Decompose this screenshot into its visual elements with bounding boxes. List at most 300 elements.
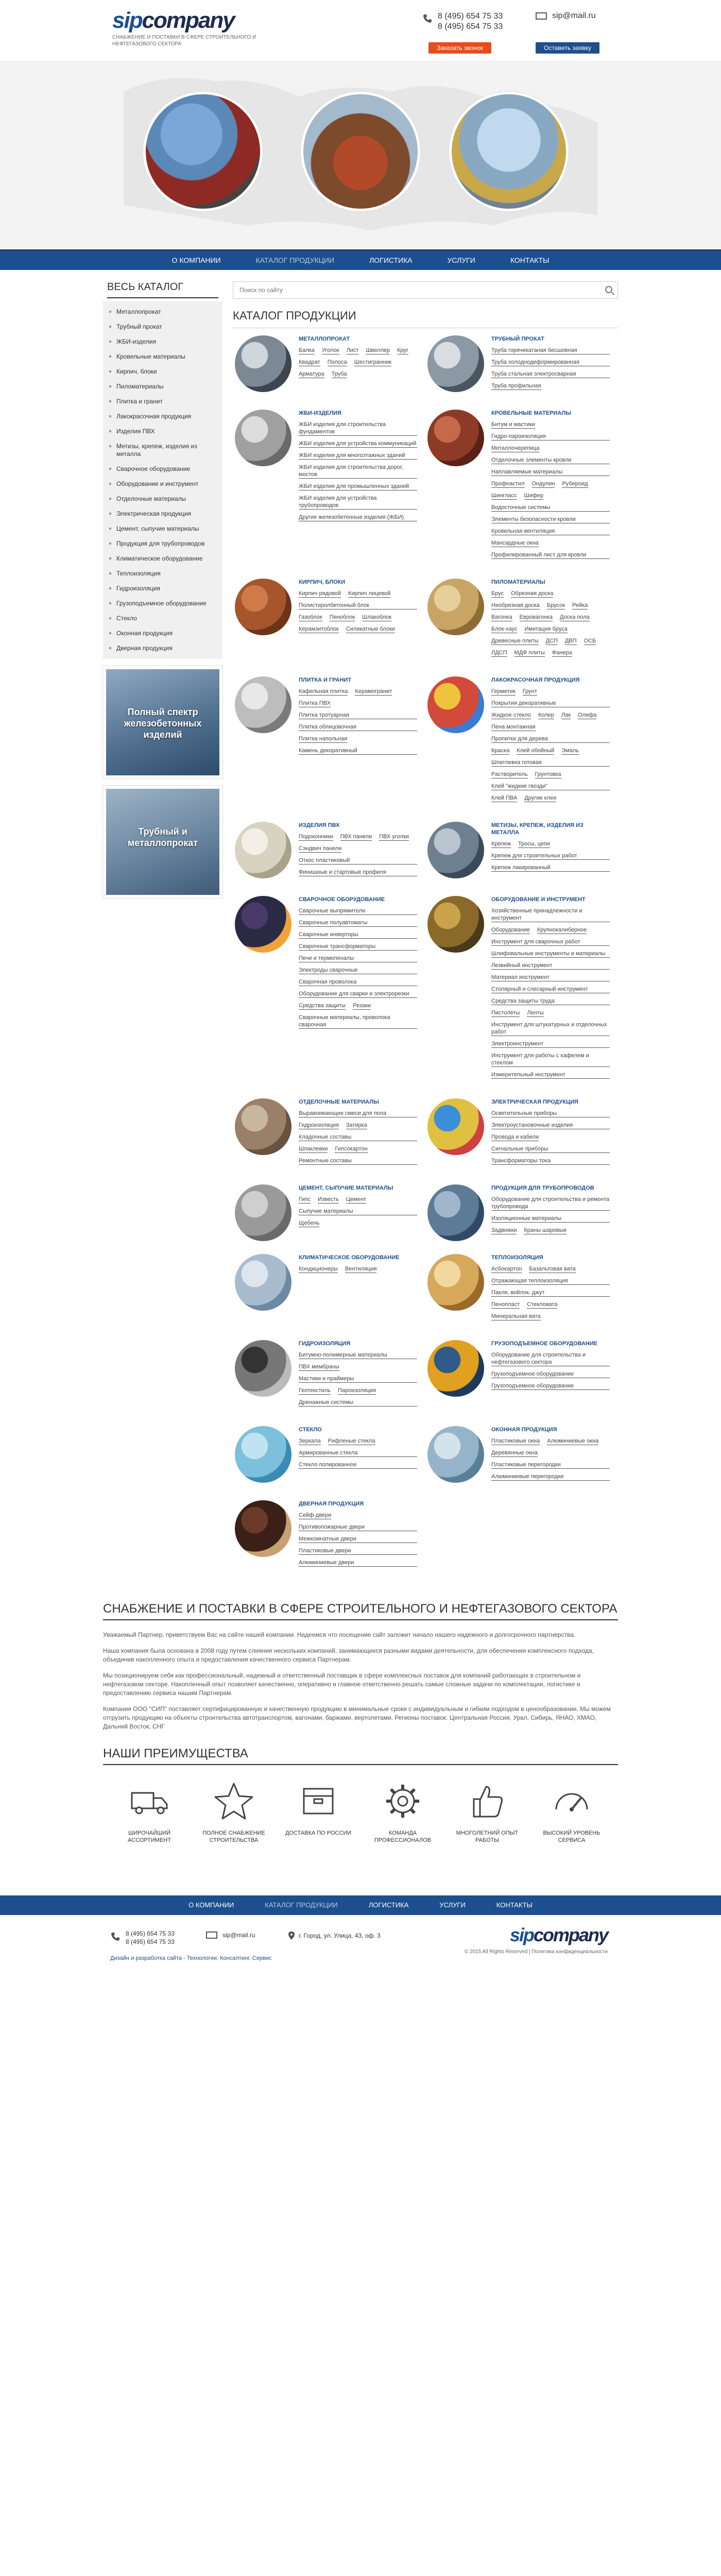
logo[interactable]	[112, 9, 267, 47]
sidebar-item[interactable]: Кирпич, блоки	[103, 364, 222, 379]
category-link[interactable]: Рейка	[572, 602, 588, 608]
category-title[interactable]: МЕТАЛЛОПРОКАТ	[299, 336, 350, 342]
sidebar-item[interactable]: Гидроизоляция	[103, 581, 222, 596]
category-image[interactable]	[235, 335, 291, 392]
search-icon[interactable]	[605, 286, 612, 293]
category-link[interactable]: Пластиковые окна	[491, 1438, 540, 1444]
logo-wordmark: sipcompany	[112, 8, 234, 33]
category-link[interactable]: Сейф-двери	[299, 1512, 332, 1518]
sidebar-item[interactable]: Продукция для трубопроводов	[103, 536, 222, 551]
sidebar-item[interactable]: Кровельные материалы	[103, 349, 222, 364]
developer-link[interactable]: Дизайн и разработка сайта - Технологии. Консалтинг. Сервис	[110, 1955, 272, 1961]
box-icon	[298, 1781, 339, 1822]
footer-logo[interactable]: sipcompany	[509, 1924, 608, 1945]
category-link[interactable]: Известь	[317, 1196, 339, 1202]
category-link[interactable]: Геотекстиль	[299, 1387, 331, 1394]
category-link[interactable]: Балка	[299, 347, 315, 353]
category-link[interactable]: Пистолеты	[491, 1010, 520, 1016]
category-link[interactable]: Сварочные инверторы	[299, 931, 417, 939]
category-link[interactable]: Наплавляемые материалы	[491, 468, 610, 476]
category-image[interactable]	[427, 896, 484, 953]
sidebar-item[interactable]: Отделочные материалы	[103, 492, 222, 506]
category-link[interactable]: Элементы безопасности кровли	[491, 516, 610, 523]
category-link[interactable]: Рубероид	[562, 481, 588, 487]
category-link[interactable]: Асбокартон	[491, 1266, 522, 1272]
category-link[interactable]: ЖБИ изделия для устройства коммуникаций	[299, 440, 417, 447]
category-link[interactable]: Камень декоративный	[299, 747, 417, 755]
sidebar-item[interactable]: Пиломатериалы	[103, 379, 222, 394]
category-link[interactable]: Гипс	[299, 1196, 311, 1202]
phone-icon	[110, 1931, 121, 1942]
category-link[interactable]: Шлифовальные инструменты и материалы	[491, 950, 610, 958]
category-links	[491, 840, 610, 876]
category-title[interactable]: ЖБИ-ИЗДЕЛИЯ	[299, 410, 341, 416]
nav-item-catalog[interactable]: КАТАЛОГ ПРОДУКЦИИ	[255, 256, 335, 264]
category-link[interactable]: Плитка тротуарная	[299, 711, 417, 719]
category-title[interactable]: КЛИМАТИЧЕСКОЕ ОБОРУДОВАНИЕ	[299, 1255, 400, 1261]
category-link[interactable]: ЖБИ изделия для многоэтажных зданий	[299, 452, 417, 460]
category-link[interactable]: Клей обойный	[517, 748, 555, 754]
category-link[interactable]: Сварочные материалы, проволока сварочная	[299, 1014, 417, 1029]
category-link[interactable]: МДФ плиты	[514, 650, 545, 656]
main-content	[103, 270, 618, 1586]
category-link[interactable]: Сварочные выпрямители	[299, 907, 417, 915]
category-link[interactable]: Мансардные окна	[491, 540, 539, 546]
nav-item-logistics[interactable]: ЛОГИСТИКА	[369, 256, 413, 264]
category-link[interactable]: Щебень	[299, 1220, 320, 1226]
category-link[interactable]: Битум и мастики	[491, 421, 536, 428]
category-link[interactable]: Вагонка	[491, 614, 512, 620]
category-link[interactable]: Инструмент для штукатурных и отделочных работ	[491, 1021, 610, 1036]
category-link[interactable]: Инструмент для работы с кафелем и стеклом	[491, 1052, 610, 1067]
sidebar-item[interactable]: Плитка и гранит	[103, 394, 222, 409]
category-image[interactable]	[427, 1340, 484, 1397]
category-title[interactable]: СТЕКЛО	[299, 1427, 322, 1433]
category-image[interactable]	[427, 676, 484, 733]
category-link[interactable]: Брусок	[546, 602, 565, 608]
advantage-item	[536, 1781, 608, 1844]
category-link[interactable]: Краска	[491, 748, 510, 754]
category-link[interactable]: Цемент	[346, 1196, 367, 1202]
category-image[interactable]	[235, 1254, 291, 1311]
category-link[interactable]: Изоляционные материалы	[491, 1215, 610, 1223]
category-link[interactable]: Сыпучие материалы	[299, 1208, 417, 1215]
sidebar-item[interactable]: Теплоизоляция	[103, 566, 222, 581]
order-call-button[interactable]: Заказать звонок	[428, 42, 491, 54]
category-link[interactable]: ЖБИ изделия для строительства фундаментов	[299, 421, 417, 436]
category-link[interactable]: Измерительный инструмент	[491, 1071, 610, 1079]
category-link[interactable]: Кладочные составы	[299, 1133, 417, 1141]
sidebar-item[interactable]: ЖБИ-изделия	[103, 334, 222, 349]
footer-phone-number[interactable]: 8 (495) 654 75 33	[126, 1938, 175, 1945]
category-links	[491, 421, 610, 563]
category-link[interactable]: Шифер	[524, 493, 544, 499]
footer-nav-item[interactable]: КОНТАКТЫ	[496, 1901, 533, 1909]
category-link[interactable]: Пропитки для дерева	[491, 735, 610, 743]
category-link[interactable]: ЖБИ изделия для устройства трубопроводов	[299, 495, 417, 510]
category-image[interactable]	[427, 335, 484, 392]
category-link[interactable]: Алюминиевые окна	[547, 1438, 599, 1444]
category-link[interactable]: Шестигранник	[354, 359, 392, 365]
category-title[interactable]: ГРУЗОПОДЪЕМНОЕ ОБОРУДОВАНИЕ	[491, 1341, 598, 1347]
category-link[interactable]: Алюминиевые двери	[299, 1559, 417, 1567]
catalog-category	[425, 1098, 618, 1169]
category-link[interactable]: Печи и термопеналы	[299, 955, 417, 962]
category-link[interactable]: Плитка облицовочная	[299, 723, 417, 731]
category-link[interactable]: Задвижки	[491, 1227, 517, 1233]
category-link[interactable]: Противопожарные двери	[299, 1523, 417, 1531]
category-link[interactable]: Растворитель	[491, 771, 528, 777]
category-title[interactable]: ПИЛОМАТЕРИАЛЫ	[491, 579, 545, 585]
category-link[interactable]: Пена монтажная	[491, 724, 536, 730]
sidebar-item[interactable]: Грузоподъемное оборудование	[103, 596, 222, 611]
catalog-grid	[233, 335, 618, 1586]
sidebar-item[interactable]: Оконная продукция	[103, 626, 222, 641]
category-link[interactable]: Грузоподъемное оборудование	[491, 1370, 610, 1378]
sidebar-item[interactable]: Дверная продукция	[103, 641, 222, 656]
category-link[interactable]: Квадрат	[299, 359, 320, 365]
category-link[interactable]: Лист	[346, 347, 359, 353]
category-title[interactable]: СВАРОЧНОЕ ОБОРУДОВАНИЕ	[299, 896, 385, 903]
category-title[interactable]: ИЗДЕЛИЯ ПВХ	[299, 822, 340, 828]
category-link[interactable]: Битумно-полимерные материалы	[299, 1351, 417, 1359]
category-image[interactable]	[235, 410, 291, 466]
category-link[interactable]: Другие железобетонные изделия (ЖБИ)	[299, 514, 417, 521]
category-link[interactable]: ЖБИ изделия для строительства дорог, мостов	[299, 464, 417, 479]
category-link[interactable]: Грунтовка	[535, 771, 561, 777]
category-link[interactable]: Пакля, войлок, джут	[491, 1289, 610, 1297]
category-link[interactable]: Столярный и слесарный инструмент	[491, 986, 610, 993]
catalog-category	[233, 1500, 425, 1571]
category-link[interactable]: Труба холоднодеформированная	[491, 359, 610, 366]
category-title[interactable]: ЛАКОКРАСОЧНАЯ ПРОДУКЦИЯ	[491, 677, 580, 683]
footer-nav-item[interactable]: ЛОГИСТИКА	[368, 1901, 409, 1909]
category-link[interactable]: Шлакоблок	[362, 614, 392, 620]
category-link[interactable]: Гидро-пароизоляция	[491, 433, 610, 440]
category-link[interactable]: Лезвийный инструмент	[491, 962, 610, 970]
category-link[interactable]: Кровельная вентиляция	[491, 528, 610, 535]
category-link[interactable]: Обрезная доска	[511, 590, 554, 597]
category-link[interactable]: Вентиляция	[345, 1266, 377, 1272]
category-link[interactable]: Сварочные трансформаторы	[299, 943, 417, 951]
category-link[interactable]: Силикатные блоки	[346, 626, 395, 632]
category-image[interactable]	[235, 1098, 291, 1155]
nav-item-contacts[interactable]: КОНТАКТЫ	[510, 256, 550, 264]
footer-phone-number[interactable]: 8 (495) 654 75 33	[126, 1930, 175, 1937]
category-link[interactable]: Крупнокалиберное	[537, 927, 587, 933]
category-link[interactable]: Затирка	[346, 1122, 367, 1128]
sidebar-item[interactable]: Сварочное оборудование	[103, 462, 222, 477]
category-link[interactable]: Базальтовая вата	[529, 1266, 576, 1272]
category-link[interactable]: Другие клеи	[524, 795, 557, 801]
category-link[interactable]: Хозяйственные принадлежности и инструмент	[491, 907, 610, 922]
header-email[interactable]	[536, 11, 596, 21]
category-link[interactable]: ЖБИ изделия для промышленных зданий	[299, 483, 417, 490]
category-image[interactable]	[427, 579, 484, 635]
advantages-section	[103, 1747, 618, 1844]
category-link[interactable]: Алюминиевые перегородки	[491, 1473, 610, 1481]
sidebar-item[interactable]: Лакокрасочная продукция	[103, 409, 222, 424]
category-link[interactable]: Сигнальные приборы	[491, 1145, 610, 1153]
category-link[interactable]: Клей ПВА	[491, 795, 518, 801]
leave-request-button[interactable]: Оставить заявку	[536, 42, 599, 54]
category-link[interactable]: Сварочные полуавтоматы	[299, 919, 417, 927]
category-link[interactable]: Электроинструмент	[491, 1040, 610, 1048]
category-link[interactable]: Подоконники	[299, 834, 333, 840]
category-links	[491, 1110, 610, 1169]
footer-address	[288, 1931, 381, 1940]
footer-email[interactable]	[206, 1931, 255, 1939]
category-link[interactable]: Полистиролбетонный блок	[299, 602, 417, 609]
category-title[interactable]: ТРУБНЫЙ ПРОКАТ	[491, 336, 544, 342]
category-image[interactable]	[427, 1098, 484, 1155]
sidebar-item[interactable]: Стекло	[103, 611, 222, 626]
promo-banner-concrete[interactable]	[103, 666, 222, 778]
catalog-category	[425, 1254, 618, 1325]
category-link[interactable]: Электроды сварочные	[299, 967, 417, 974]
category-link[interactable]: Шпатлевка готовая	[491, 759, 610, 767]
category-link[interactable]: Круг	[397, 347, 409, 353]
category-title[interactable]: ТЕПЛОИЗОЛЯЦИЯ	[491, 1255, 543, 1261]
category-link[interactable]: Провода и кабели	[491, 1134, 539, 1140]
category-link[interactable]: Деревянные окна	[491, 1450, 538, 1456]
category-link[interactable]: Отражающая теплоизоляция	[491, 1277, 610, 1285]
phone-number[interactable]: 8 (495) 654 75 33	[438, 22, 503, 31]
category-link[interactable]: Евровагонка	[519, 614, 553, 620]
footer-nav-item[interactable]: УСЛУГИ	[439, 1901, 466, 1909]
category-title[interactable]: МЕТИЗЫ, КРЕПЕЖ, ИЗДЕЛИЯ ИЗ МЕТАЛЛА	[491, 822, 583, 836]
category-links	[299, 1196, 417, 1231]
category-link[interactable]: Профилированный лист для кровли	[491, 551, 610, 559]
category-link[interactable]: Арматура	[299, 371, 324, 377]
category-link[interactable]: Труба горячекатаная бесшовная	[491, 347, 610, 354]
category-title[interactable]: ЭЛЕКТРИЧЕСКАЯ ПРОДУКЦИЯ	[491, 1099, 578, 1105]
category-link[interactable]: Плитка ПВХ	[299, 700, 331, 706]
category-title[interactable]: КРОВЕЛЬНЫЕ МАТЕРИАЛЫ	[491, 410, 571, 416]
category-link[interactable]: Материал инструмент	[491, 974, 610, 981]
category-link[interactable]: Труба	[331, 371, 347, 377]
category-link[interactable]: Имитация бруса	[524, 626, 568, 632]
category-link[interactable]: ЛДСП	[491, 650, 507, 656]
category-link[interactable]: Пластиковые перегородки	[491, 1461, 610, 1469]
category-title[interactable]: ОБОРУДОВАНИЕ И ИНСТРУМЕНТ	[491, 896, 586, 903]
promo-banner-text: Трубный и металлопрокат	[127, 826, 198, 848]
category-link[interactable]: Тросы, цепи	[518, 841, 551, 847]
category-image[interactable]	[235, 1426, 291, 1483]
category-link[interactable]: Труба стальная электросварная	[491, 370, 610, 378]
category-link[interactable]: Стекло полированное	[299, 1461, 417, 1469]
advantage-item	[367, 1781, 439, 1844]
category-title[interactable]: ЦЕМЕНТ, СЫПУЧИЕ МАТЕРИАЛЫ	[299, 1185, 393, 1191]
about-title: СНАБЖЕНИЕ И ПОСТАВКИ В СФЕРЕ СТРОИТЕЛЬНОГО И НЕФТЕГАЗОВОГО СЕКТОРА	[103, 1602, 618, 1620]
header-phones	[422, 11, 503, 32]
sidebar-item[interactable]: Климатическое оборудование	[103, 551, 222, 566]
nav-item-services[interactable]: УСЛУГИ	[447, 256, 475, 264]
sidebar-item[interactable]: Металлопрокат	[103, 304, 222, 319]
category-image[interactable]	[235, 896, 291, 953]
nav-item-about[interactable]: О КОМПАНИИ	[171, 256, 221, 264]
category-link[interactable]: ДВП	[564, 638, 577, 644]
category-link[interactable]: Древесные плиты	[491, 638, 539, 644]
category-link[interactable]: ПВХ мембраны	[299, 1364, 339, 1370]
category-link[interactable]: Газоблок	[299, 614, 322, 620]
category-link[interactable]: Оборудование для сварки и электрорезки	[299, 990, 417, 998]
logo-tagline: СНАБЖЕНИЕ И ПОСТАВКИ В СФЕРЕ СТРОИТЕЛЬНОГО И НЕФТЕГАЗОВОГО СЕКТОРА	[112, 35, 256, 47]
category-link[interactable]: Полоса	[327, 359, 347, 365]
category-link[interactable]: Стекловата	[527, 1301, 558, 1308]
category-image[interactable]	[235, 1184, 291, 1241]
category-image[interactable]	[235, 676, 291, 733]
category-title[interactable]: ОКОННАЯ ПРОДУКЦИЯ	[491, 1427, 557, 1433]
category-link[interactable]: Покрытия декоративные	[491, 700, 610, 707]
category-links	[491, 590, 610, 661]
category-link[interactable]: ОСБ	[583, 638, 596, 644]
category-link[interactable]: Фанера	[552, 650, 572, 656]
category-link[interactable]: Дренажные системы	[299, 1399, 417, 1406]
category-link[interactable]: Электроустановочные изделия	[491, 1122, 610, 1129]
category-link[interactable]: Откос пластиковый	[299, 857, 417, 865]
footer-email-link[interactable]: sip@mail.ru	[222, 1931, 255, 1939]
sidebar-item[interactable]: Цемент, сыпучие материалы	[103, 521, 222, 536]
footer-nav	[0, 1895, 721, 1915]
category-link[interactable]: Зеркала	[299, 1438, 321, 1444]
category-links	[299, 590, 417, 637]
gauge-icon	[551, 1781, 592, 1822]
promo-banner-text: Полный спектр железобетонных изделий	[124, 707, 202, 740]
category-link[interactable]: Оборудование для строительства и ремонта трубопровода	[491, 1196, 610, 1210]
category-link[interactable]: Герметик	[491, 688, 516, 694]
category-link[interactable]: ПВХ уголки	[379, 834, 409, 840]
about-paragraph: Компания ООО "СИП" поставляет сертифицированную и качественную продукцию в минимальные сроки с индивидуальным и гибким подходом в ценообразовании. Мы можем отгрузить продукцию на объекты строительства автотранспортом, вагонами, баржами, вертолетами. Регионы поставок: Центральная Россия, Урал, Сибирь, ЯНАО, ХМАО, Дальний Восток, СНГ	[103, 1705, 611, 1730]
category-link[interactable]: Резаки	[353, 1003, 371, 1009]
category-image[interactable]	[427, 1184, 484, 1241]
category-link[interactable]: Пеноблок	[329, 614, 355, 620]
category-links	[491, 1265, 610, 1325]
category-link[interactable]: Крепеж лакированный	[491, 864, 610, 872]
category-link[interactable]: Грунт	[522, 688, 537, 694]
category-link[interactable]: Мастики и праймеры	[299, 1375, 417, 1383]
category-image[interactable]	[427, 822, 484, 878]
category-link[interactable]: Минеральная вата	[491, 1313, 541, 1319]
category-link[interactable]: Жидкое стекло	[491, 712, 531, 718]
category-link[interactable]: Доска пола	[559, 614, 590, 620]
category-link[interactable]: Средства защиты	[299, 1003, 346, 1009]
category-link[interactable]: Трансформаторы тока	[491, 1157, 610, 1165]
category-title[interactable]: ПРОДУКЦИЯ ДЛЯ ТРУБОПРОВОДОВ	[491, 1185, 594, 1191]
sidebar-item[interactable]: Метизы, крепеж, изделия из металла	[103, 439, 222, 462]
category-link[interactable]: ДСП	[545, 638, 558, 644]
category-title[interactable]: ПЛИТКА И ГРАНИТ	[299, 677, 352, 683]
category-link[interactable]: Блок-хаус	[491, 626, 518, 632]
category-link[interactable]: Средства защиты труда	[491, 997, 610, 1005]
category-link[interactable]: Пластиковые двери	[299, 1547, 417, 1555]
category-image[interactable]	[235, 822, 291, 878]
category-link[interactable]: Кафельная плитка	[299, 688, 348, 694]
category-title[interactable]: ДВЕРНАЯ ПРОДУКЦИЯ	[299, 1501, 364, 1507]
category-link[interactable]: Рифленые стекла	[328, 1438, 375, 1444]
category-link[interactable]: Водосточные системы	[491, 504, 610, 512]
advantage-item	[113, 1781, 185, 1844]
category-link[interactable]: Пароизоляция	[338, 1387, 376, 1394]
category-link[interactable]: Необрезная доска	[491, 602, 540, 608]
category-link[interactable]: Сэндвич панели	[299, 845, 342, 852]
category-link[interactable]: Лак	[561, 712, 571, 718]
category-title[interactable]: КИРПИЧ, БЛОКИ	[299, 579, 346, 585]
category-image[interactable]	[427, 410, 484, 466]
category-link[interactable]: Оборудование для строительства и нефтегазового сектора	[491, 1351, 610, 1366]
category-link[interactable]: Брус	[491, 590, 504, 597]
main-nav	[0, 249, 721, 270]
category-link[interactable]: Кондиционеры	[299, 1266, 338, 1272]
category-link[interactable]: Кирпич лицевой	[348, 590, 391, 597]
category-link[interactable]: Сварочная проволока	[299, 978, 417, 986]
category-link[interactable]: ПВХ панели	[340, 834, 372, 840]
category-link[interactable]: Гипсокартон	[335, 1146, 368, 1152]
category-title[interactable]: ОТДЕЛОЧНЫЕ МАТЕРИАЛЫ	[299, 1099, 379, 1105]
category-link[interactable]: Армированные стекла	[299, 1449, 417, 1457]
footer-nav-item[interactable]: О КОМПАНИИ	[188, 1901, 234, 1909]
category-link[interactable]: Уголок	[321, 347, 339, 353]
category-link[interactable]: Осветительные приборы	[491, 1110, 610, 1117]
search-input[interactable]	[233, 282, 617, 298]
email-link[interactable]: sip@mail.ru	[552, 11, 596, 20]
category-link[interactable]: Швеллер	[366, 347, 390, 353]
category-link[interactable]: Ондулин	[531, 481, 555, 487]
sidebar-item[interactable]: Изделия ПВХ	[103, 424, 222, 439]
category-link[interactable]: Шингласс	[491, 493, 517, 499]
category-image[interactable]	[235, 1500, 291, 1557]
category-image[interactable]	[427, 1426, 484, 1483]
category-link[interactable]: Инструмент для сварочных работ	[491, 938, 610, 946]
category-title[interactable]: ГИДРОИЗОЛЯЦИЯ	[299, 1341, 351, 1347]
sidebar-item[interactable]: Электрическая продукция	[103, 506, 222, 521]
promo-banner-pipes[interactable]	[103, 786, 222, 898]
category-link[interactable]: Керамзитоблок	[299, 626, 339, 632]
category-link[interactable]: Профнастил	[491, 481, 525, 487]
category-link[interactable]: Керамогранит	[355, 688, 392, 694]
category-link[interactable]: Пенопласт	[491, 1301, 520, 1308]
category-link[interactable]: Кирпич рядовой	[299, 590, 341, 597]
category-link[interactable]: Грузоподъемное оборудование	[491, 1382, 610, 1390]
category-link[interactable]: Гидроизоляция	[299, 1122, 339, 1128]
category-link[interactable]: Металлочерепица	[491, 445, 540, 451]
category-link[interactable]: Колер	[538, 712, 555, 718]
category-link[interactable]: Эмаль	[561, 748, 579, 754]
category-link[interactable]: Ремонтные составы	[299, 1157, 417, 1165]
sidebar-item[interactable]: Оборудование и инструмент	[103, 477, 222, 492]
category-link[interactable]: Ленты	[527, 1010, 544, 1016]
category-link[interactable]: Оборудование	[491, 927, 530, 933]
category-link[interactable]: Финишные и стартовые профиля	[299, 869, 417, 876]
category-link[interactable]: Олифа	[578, 712, 597, 718]
category-link[interactable]: Плитка напольная	[299, 736, 348, 742]
category-link[interactable]: Клей "жидкие гвозди"	[491, 783, 610, 790]
category-link[interactable]: Крепеж для строительных работ	[491, 852, 610, 860]
category-image[interactable]	[427, 1254, 484, 1311]
sidebar-item[interactable]: Трубный прокат	[103, 319, 222, 334]
category-link[interactable]: Отделочные элементы кровли	[491, 456, 610, 464]
category-link[interactable]: Выравнивающие смеси для пола	[299, 1110, 417, 1117]
category-link[interactable]: Краны шаровые	[524, 1227, 567, 1233]
category-image[interactable]	[235, 1340, 291, 1397]
phone-number[interactable]: 8 (495) 654 75 33	[438, 12, 503, 21]
category-link[interactable]: Шпаклевки	[299, 1146, 328, 1152]
category-link[interactable]: Труба профильная	[491, 383, 541, 389]
footer-nav-item[interactable]: КАТАЛОГ ПРОДУКЦИИ	[265, 1901, 338, 1909]
category-link[interactable]: Межкомнатные двери	[299, 1535, 417, 1543]
category-image[interactable]	[235, 579, 291, 635]
category-link[interactable]: Крепеж	[491, 841, 511, 847]
